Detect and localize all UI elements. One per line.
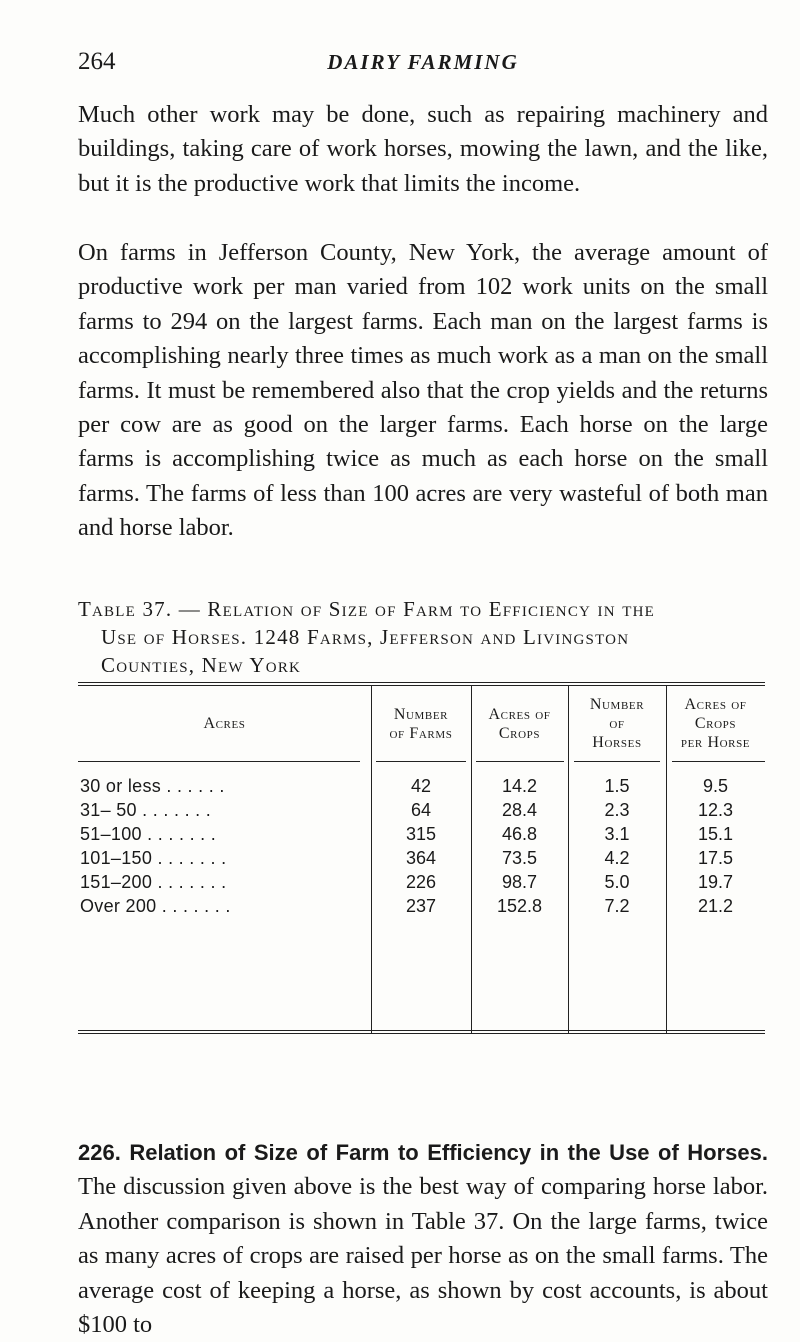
row-acres: 30 or less . . . . . .	[80, 776, 225, 796]
table-row	[78, 872, 765, 896]
row-farms: 42	[410, 776, 432, 796]
row-crops: 14.2	[501, 776, 538, 796]
table-top-rule	[78, 682, 765, 683]
header-rule	[574, 761, 660, 762]
running-title: DAIRY FARMING	[327, 50, 519, 74]
row-farms: 315	[405, 824, 437, 844]
data-table	[78, 686, 765, 1061]
row-farms: 364	[405, 848, 437, 868]
section-heading: 226. Relation of Size of Farm to Efficiency in the Use of Horses.	[78, 1140, 768, 1165]
row-acres: Over 200 . . . . . . .	[80, 896, 231, 916]
header-acres: Acres	[203, 715, 246, 732]
row-per-horse: 19.7	[697, 872, 734, 892]
header-acres-of-crops: Acres of Crops	[488, 705, 551, 742]
header-rule	[376, 761, 466, 762]
paragraph-1: Much other work may be done, such as repairing machinery and buildings, taking care of work horses, mowing the lawn, and the like, but it is the productive work that limits the income.	[78, 101, 768, 197]
section-body: The discussion given above is the best way of comparing horse labor. Another comparison is shown in Table 37. On the large farms, twice as many acres of crops are raised per horse as on the small farms. The average cost of keeping a horse, as shown by cost accounts, is about $100 to	[78, 1173, 768, 1339]
header-acres-per-horse: Acres of Crops per Horse	[680, 696, 751, 751]
table-caption	[78, 595, 768, 679]
table-row	[78, 824, 765, 848]
table-row	[78, 848, 765, 872]
header-rule	[476, 761, 564, 762]
running-head	[78, 48, 768, 78]
section-226	[78, 1136, 768, 1342]
row-crops: 73.5	[501, 848, 538, 868]
row-horses: 5.0	[604, 872, 630, 892]
row-acres: 101–150 . . . . . . .	[80, 848, 227, 868]
table-caption-line-3: Counties, New York	[101, 653, 302, 677]
table-caption-line-1: Table 37. — Relation of Size of Farm to Efficiency in the	[78, 597, 655, 621]
row-per-horse: 21.2	[697, 896, 734, 916]
row-crops: 28.4	[501, 800, 538, 820]
row-farms: 64	[410, 800, 432, 820]
paragraph-2: On farms in Jefferson County, New York, the average amount of productive work per man varied from 102 work units on the small farms to 294 on the largest farms. Each man on the largest farms is accomplishing nearly three times as much work as a man on the small farms. It must be remembered also that the crop yields and the returns per cow are as good on the larger farms. Each horse on the large farms is accomplishing twice as much as each horse on the small farms. The farms of less than 100 acres are very wasteful of both man and horse labor.	[78, 239, 768, 542]
row-horses: 3.1	[604, 824, 630, 844]
header-rule	[672, 761, 765, 762]
row-crops: 46.8	[501, 824, 538, 844]
header-number-of-farms: Number of Farms	[389, 705, 453, 742]
row-per-horse: 15.1	[697, 824, 734, 844]
row-per-horse: 12.3	[697, 800, 734, 820]
row-crops: 152.8	[496, 896, 543, 916]
row-horses: 1.5	[604, 776, 630, 796]
row-per-horse: 17.5	[697, 848, 734, 868]
header-rule	[78, 761, 360, 762]
row-acres: 51–100 . . . . . . .	[80, 824, 217, 844]
header-number-of-horses: Number of Horses	[589, 696, 645, 751]
table-bottom-rule-2	[78, 1033, 765, 1034]
row-crops: 98.7	[501, 872, 538, 892]
row-acres: 151–200 . . . . . . .	[80, 872, 227, 892]
row-acres: 31– 50 . . . . . . .	[80, 800, 212, 820]
table-caption-line-2: Use of Horses. 1248 Farms, Jefferson and Livingston	[101, 625, 630, 649]
page-number: 264	[78, 48, 116, 75]
row-horses: 2.3	[604, 800, 630, 820]
row-farms: 237	[405, 896, 437, 916]
table-bottom-rule	[78, 1030, 765, 1031]
row-horses: 4.2	[604, 848, 630, 868]
table-row	[78, 896, 765, 920]
row-farms: 226	[405, 872, 437, 892]
table-row	[78, 776, 765, 800]
row-per-horse: 9.5	[702, 776, 729, 796]
table-row	[78, 800, 765, 824]
row-horses: 7.2	[604, 896, 630, 916]
